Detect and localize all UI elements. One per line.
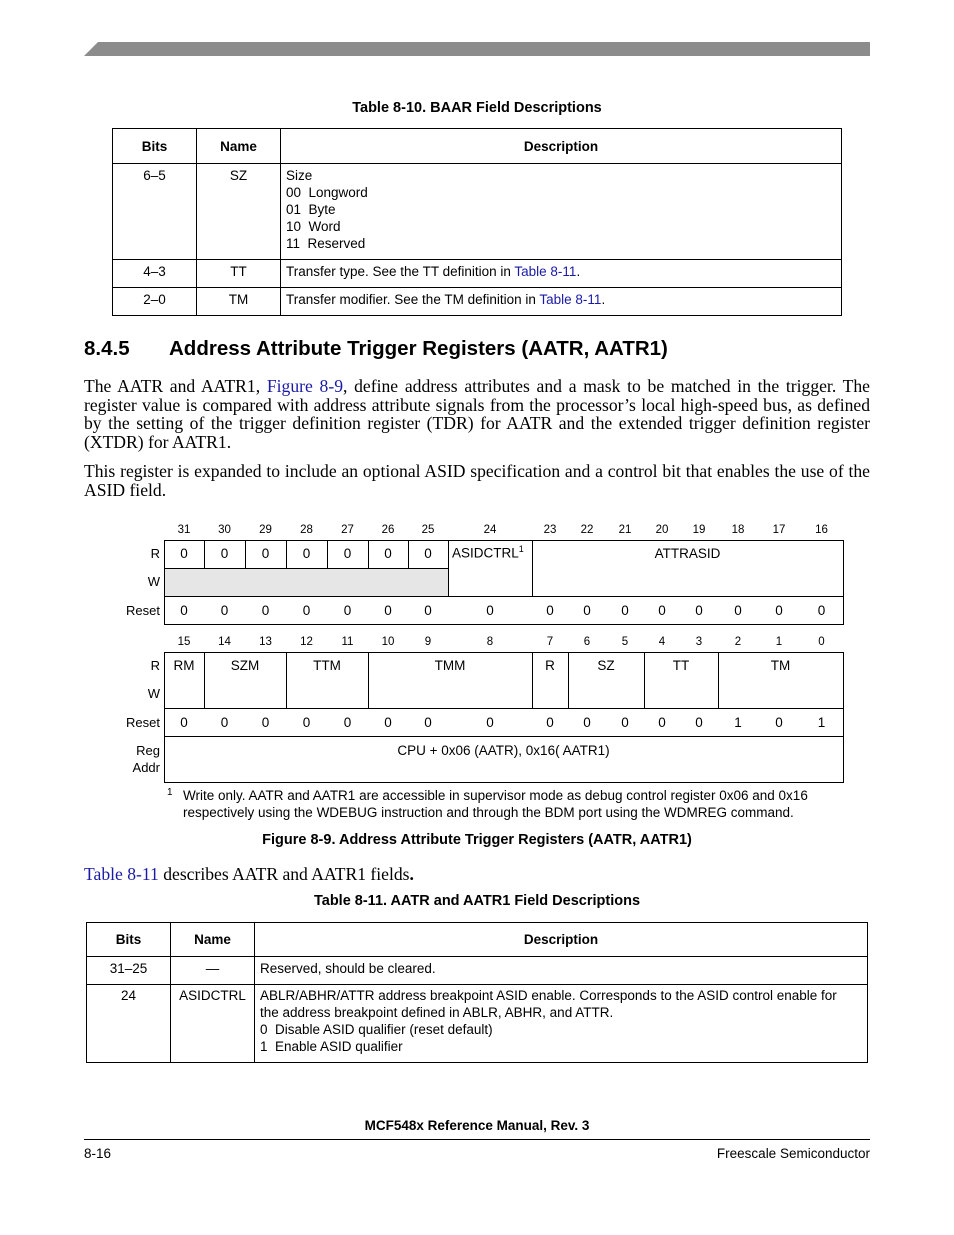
asidctrl-field bbox=[452, 544, 524, 561]
reserved-shade bbox=[164, 568, 448, 596]
table-row bbox=[87, 957, 868, 985]
description-cell bbox=[281, 288, 842, 316]
column-header: Name bbox=[171, 923, 255, 957]
column-header: Bits bbox=[113, 129, 197, 164]
bit-number: 9 bbox=[424, 636, 432, 648]
register-gridline bbox=[164, 540, 844, 541]
paragraph-1 bbox=[84, 377, 870, 451]
field-tm: TM bbox=[770, 658, 791, 673]
bit-value: 0 bbox=[424, 546, 432, 561]
reset-value: 1 bbox=[817, 715, 826, 730]
bits-cell: 6–5 bbox=[113, 164, 197, 260]
reset-value: 0 bbox=[302, 715, 311, 730]
bit-value: 0 bbox=[384, 546, 392, 561]
reset-value: 0 bbox=[658, 715, 666, 730]
table-8-11-link[interactable]: Table 8-11 bbox=[84, 864, 159, 884]
section-heading bbox=[84, 337, 668, 361]
bits-cell: 4–3 bbox=[113, 260, 197, 288]
reset-value: 0 bbox=[486, 603, 494, 618]
name-cell: TT bbox=[197, 260, 281, 288]
asidctrl-label: ASIDCTRL bbox=[452, 545, 519, 561]
bits-cell: 24 bbox=[87, 985, 171, 1063]
para-text: , define address attributes and a mask to be matched in the trigger. The register value is compared with address attribute signals from the processor’s local high-speed bus, as defined by the setting of the trigger definition register (TDR) for AATR and the extended trigger definition register (XTDR) for AATR1. bbox=[84, 376, 870, 452]
bit-number: 12 bbox=[300, 636, 313, 648]
bit-number: 30 bbox=[218, 524, 231, 536]
bit-value: 0 bbox=[302, 546, 311, 561]
table-8-11-link[interactable]: Table 8-11 bbox=[539, 292, 602, 307]
reset-value: 0 bbox=[220, 715, 229, 730]
bit-value: 0 bbox=[180, 546, 188, 561]
name-cell: — bbox=[171, 957, 255, 985]
desc-line: ABLR/ABHR/ATTR address breakpoint ASID enable. Corresponds to the ASID control enable for bbox=[260, 988, 837, 1003]
register-gridline bbox=[164, 708, 844, 709]
register-address: CPU + 0x06 (AATR), 0x16( AATR1) bbox=[397, 743, 610, 758]
row-label-reg: Reg bbox=[136, 743, 160, 758]
description-cell bbox=[255, 985, 868, 1063]
row-label-r: R bbox=[150, 546, 160, 561]
footnote-mark: 1 bbox=[167, 787, 173, 798]
table-row bbox=[113, 288, 842, 316]
bit-number: 0 bbox=[818, 636, 825, 648]
reset-value: 0 bbox=[775, 603, 783, 618]
reset-value: 0 bbox=[621, 715, 629, 730]
column-header: Name bbox=[197, 129, 281, 164]
table-row bbox=[113, 164, 842, 260]
reset-value: 0 bbox=[546, 603, 554, 618]
reset-value: 0 bbox=[343, 715, 352, 730]
attrasid-field: ATTRASID bbox=[654, 546, 721, 561]
bit-number: 28 bbox=[300, 524, 313, 536]
description-cell: Reserved, should be cleared. bbox=[255, 957, 868, 985]
figure-caption: Figure 8-9. Address Attribute Trigger Registers (AATR, AATR1) bbox=[262, 832, 692, 848]
column-header: Description bbox=[281, 129, 842, 164]
bit-number: 11 bbox=[341, 636, 354, 648]
field-r: R bbox=[545, 658, 555, 673]
desc-line: 01 Byte bbox=[286, 202, 336, 217]
reset-value: 0 bbox=[546, 715, 554, 730]
footer-manual-title: MCF548x Reference Manual, Rev. 3 bbox=[364, 1118, 590, 1133]
description-cell bbox=[281, 260, 842, 288]
reset-value: 0 bbox=[261, 715, 270, 730]
para-text: The AATR and AATR1, bbox=[84, 376, 267, 396]
bits-cell: 2–0 bbox=[113, 288, 197, 316]
page-number: 8-16 bbox=[84, 1146, 112, 1161]
footnote-line: Write only. AATR and AATR1 are accessible in supervisor mode as debug control register 0x06 and 0x16 bbox=[183, 788, 808, 803]
bit-number: 15 bbox=[177, 636, 191, 648]
reset-value: 0 bbox=[180, 715, 188, 730]
reset-value: 0 bbox=[621, 603, 629, 618]
footer-divider bbox=[84, 1139, 870, 1140]
row-label-addr: Addr bbox=[132, 760, 160, 775]
reset-value: 0 bbox=[817, 603, 826, 618]
bit-number: 10 bbox=[381, 636, 395, 648]
para-text: . bbox=[409, 864, 414, 884]
column-header: Description bbox=[255, 923, 868, 957]
bit-value: 0 bbox=[220, 546, 229, 561]
reset-value: 0 bbox=[775, 715, 783, 730]
register-gridline bbox=[164, 652, 844, 653]
register-gridline bbox=[164, 596, 844, 597]
bits-cell: 31–25 bbox=[87, 957, 171, 985]
reset-value: 0 bbox=[424, 603, 432, 618]
desc-text: . bbox=[601, 292, 606, 307]
field-rm: RM bbox=[173, 658, 195, 673]
footnote-ref: 1 bbox=[518, 544, 524, 554]
reset-value: 1 bbox=[734, 715, 742, 730]
bit-number: 24 bbox=[483, 524, 497, 536]
table-row bbox=[113, 260, 842, 288]
bit-number: 13 bbox=[259, 636, 272, 648]
reset-value: 0 bbox=[583, 603, 591, 618]
bit-number: 31 bbox=[177, 524, 191, 536]
paragraph-2: This register is expanded to include an optional ASID specification and a control bit that enables the use of the ASID field. bbox=[84, 461, 870, 500]
table-8-10 bbox=[112, 128, 842, 316]
desc-text: . bbox=[576, 264, 581, 279]
register-gridline bbox=[164, 568, 448, 569]
reset-value: 0 bbox=[220, 603, 229, 618]
desc-line: 00 Longword bbox=[286, 185, 368, 200]
field-sz: SZ bbox=[597, 658, 615, 673]
bit-number: 22 bbox=[580, 524, 594, 536]
footnote-line: respectively using the WDEBUG instruction and through the BDM port using the WDMREG command. bbox=[183, 805, 794, 820]
para-text: describes AATR and AATR1 fields bbox=[158, 864, 410, 884]
bit-number: 14 bbox=[218, 636, 231, 648]
bit-value: 0 bbox=[343, 546, 352, 561]
bit-number: 6 bbox=[583, 636, 591, 648]
reset-value: 0 bbox=[486, 715, 494, 730]
name-cell: TM bbox=[197, 288, 281, 316]
bit-number: 1 bbox=[775, 636, 783, 648]
field-ttm: TTM bbox=[313, 658, 341, 673]
paragraph-3 bbox=[84, 865, 870, 884]
name-cell: SZ bbox=[197, 164, 281, 260]
reset-value: 0 bbox=[302, 603, 311, 618]
reset-value: 0 bbox=[695, 715, 703, 730]
reset-value: 0 bbox=[424, 715, 432, 730]
desc-line: 1 Enable ASID qualifier bbox=[260, 1039, 403, 1054]
bit-number: 21 bbox=[618, 524, 632, 536]
bit-number: 3 bbox=[695, 636, 703, 648]
name-cell: ASIDCTRL bbox=[171, 985, 255, 1063]
reset-value: 0 bbox=[384, 603, 392, 618]
bit-number: 2 bbox=[734, 636, 742, 648]
row-label-reset: Reset bbox=[126, 715, 160, 730]
table-8-10-caption: Table 8-10. BAAR Field Descriptions bbox=[352, 100, 602, 116]
footer-company: Freescale Semiconductor bbox=[716, 1146, 870, 1161]
desc-text: Transfer modifier. See the TM definition in bbox=[286, 292, 540, 307]
section-title: Address Attribute Trigger Registers (AATR, AATR1) bbox=[169, 337, 668, 360]
description-cell bbox=[281, 164, 842, 260]
bit-number: 29 bbox=[259, 524, 272, 536]
desc-line: 10 Word bbox=[286, 219, 341, 234]
header-bar bbox=[84, 42, 870, 56]
row-label-w: W bbox=[147, 686, 160, 701]
field-tt: TT bbox=[672, 658, 690, 673]
bit-number: 17 bbox=[772, 524, 786, 536]
field-tmm: TMM bbox=[434, 658, 466, 673]
bit-value: 0 bbox=[261, 546, 270, 561]
register-gridline bbox=[164, 736, 844, 737]
bit-number: 25 bbox=[421, 524, 435, 536]
figure-8-9-link[interactable]: Figure 8-9 bbox=[266, 376, 343, 396]
reset-value: 0 bbox=[384, 715, 392, 730]
bit-number: 20 bbox=[655, 524, 669, 536]
desc-line: the address breakpoint defined in ABLR, ABHR, and ATTR. bbox=[260, 1005, 614, 1020]
bit-number: 8 bbox=[486, 636, 494, 648]
bit-number: 18 bbox=[731, 524, 745, 536]
table-8-11-caption: Table 8-11. AATR and AATR1 Field Descriptions bbox=[313, 893, 641, 909]
desc-text: Transfer type. See the TT definition in bbox=[286, 264, 515, 279]
row-label-w: W bbox=[147, 574, 160, 589]
reset-value: 0 bbox=[180, 603, 188, 618]
bit-number: 23 bbox=[543, 524, 557, 536]
reset-value: 0 bbox=[695, 603, 703, 618]
field-szm: SZM bbox=[230, 658, 260, 673]
register-gridline bbox=[843, 652, 844, 782]
bit-number: 4 bbox=[658, 636, 666, 648]
register-gridline bbox=[448, 540, 449, 596]
desc-line: 0 Disable ASID qualifier (reset default) bbox=[260, 1022, 493, 1037]
bit-number: 26 bbox=[381, 524, 395, 536]
bit-number: 7 bbox=[546, 636, 554, 648]
section-number: 8.4.5 bbox=[84, 337, 130, 360]
desc-line: Size bbox=[286, 168, 313, 183]
bit-number: 5 bbox=[621, 636, 629, 648]
register-gridline bbox=[164, 782, 844, 783]
reset-value: 0 bbox=[583, 715, 591, 730]
bit-number: 16 bbox=[815, 524, 828, 536]
row-label-reset: Reset bbox=[126, 603, 160, 618]
column-header: Bits bbox=[87, 923, 171, 957]
reset-value: 0 bbox=[261, 603, 270, 618]
reset-value: 0 bbox=[343, 603, 352, 618]
reset-value: 0 bbox=[734, 603, 742, 618]
reset-value: 0 bbox=[658, 603, 666, 618]
register-gridline bbox=[164, 624, 844, 625]
table-8-11 bbox=[86, 922, 868, 1063]
row-label-r: R bbox=[150, 658, 160, 673]
table-row bbox=[87, 985, 868, 1063]
register-gridline bbox=[843, 540, 844, 624]
bit-number: 19 bbox=[692, 524, 706, 536]
desc-line: 11 Reserved bbox=[286, 236, 366, 251]
table-8-11-link[interactable]: Table 8-11 bbox=[514, 264, 577, 279]
bit-number: 27 bbox=[341, 524, 354, 536]
